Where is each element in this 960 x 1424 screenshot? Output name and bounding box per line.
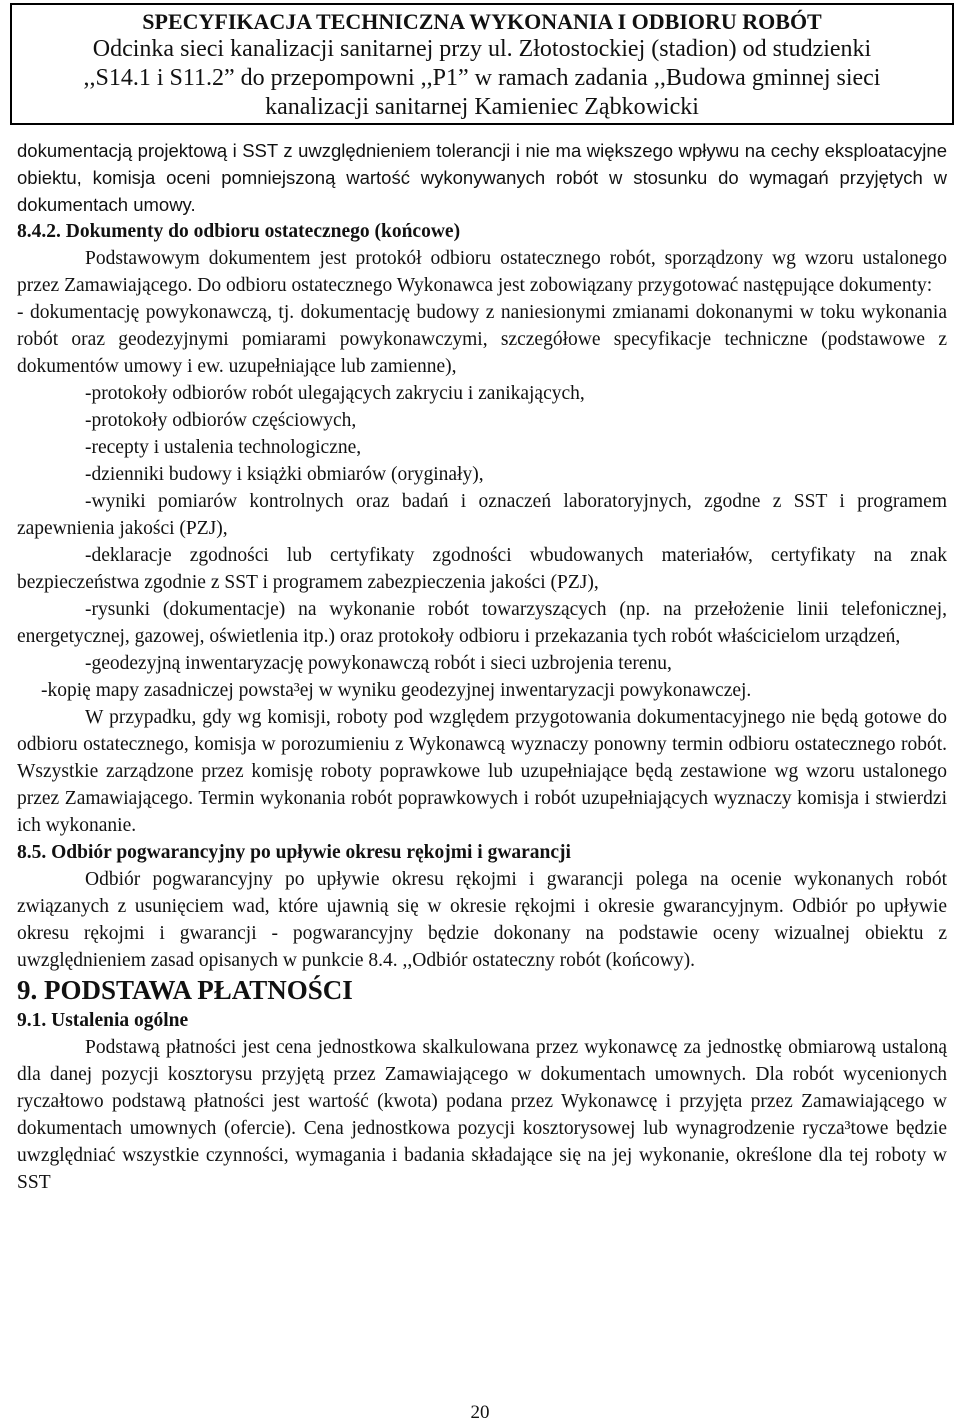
- chapter-heading-9: 9. PODSTAWA PŁATNOŚCI: [17, 975, 353, 1005]
- page-number: 20: [470, 1402, 490, 1423]
- list-item: -deklaracje zgodności lub certyfikaty zgodności wbudowanych materiałów, certyfikaty na znak bezpieczeństwa zgodnie z SST i programem zabezpieczenia jakości (PZJ),: [17, 545, 947, 593]
- paragraph-post-warranty: Odbiór pogwarancyjny po upływie okresu rękojmi i gwarancji polega na ocenie wykonanych robót związanych z usunięciem wad, które ujawnią się w okresie rękojmi i okresie gwarancyjnym. Odbiór po upływie okresu rękojmi i gwarancji - pogwarancyjny będzie dokonany na podstawie oceny wizualnej obiektu z uwzględnieniem zasad opisanych w punkcie 8.4. ,,Odbiór ostateczny robót (końcowy).: [17, 869, 947, 971]
- paragraph-corrections: W przypadku, gdy wg komisji, roboty pod względem przygotowania dokumentacyjnego nie będą gotowe do odbioru ostatecznego, komisja w porozumieniu z Wykonawcą wyznaczy ponowny termin odbioru ostatecznego robót. Wszystkie zarządzone przez komisję roboty poprawkowe lub uzupełniające będą zestawione wg wzoru ustalonego przez Zamawiającego. Termin wykonania robót poprawkowych i robót uzupełniających wyznaczy komisja i stwierdzi ich wykonanie.: [17, 707, 947, 836]
- header-title: SPECYFIKACJA TECHNICZNA WYKONANIA I ODBIORU ROBÓT: [142, 9, 822, 34]
- paragraph-payment-basis: Podstawą płatności jest cena jednostkowa skalkulowana przez wykonawcę za jednostkę obmiarową ustaloną dla danej pozycji kosztorysu przyjętą przez Zamawiającego w dokumentach umownych. Dla robót wycenionych ryczałtowo podstawą płatności jest wartość (kwota) podana przez Wykonawcę i przyjęta przez Zamawiającego w dokumentach umownych (ofercie). Cena jednostkowa pozycji kosztorysowej lub wynagrodzenie rycza³towe będzie uwzględniać wszystkie czynności, wymagania i badania składające się na jej wykonanie, określone dla tej roboty w SST: [17, 1037, 947, 1193]
- header-line-3: ,,S14.1 i S11.2” do przepompowni ,,P1” w ramach zadania ,,Budowa gminnej sieci: [83, 65, 881, 91]
- header-line-4: kanalizacji sanitarnej Kamieniec Ząbkowicki: [265, 94, 699, 120]
- list-item: -rysunki (dokumentacje) na wykonanie robót towarzyszących (np. na przełożenie linii telefonicznej, energetycznej, gazowej, oświetlenia itp.) oraz protokoły odbioru i przekazania tych robót właścicielom urządzeń,: [17, 599, 947, 647]
- document-body: [17, 137, 947, 1196]
- list-item: -dzienniki budowy i książki obmiarów (oryginały),: [85, 464, 484, 485]
- paragraph-as-built-docs: - dokumentację powykonawczą, tj. dokumentację budowy z naniesionymi zmianami dokonanymi w toku wykonania robót oraz geodezyjnymi pomiarami powykonawczymi, szczegółowe specyfikacje techniczne (podstawowe z dokumentów umowy i ew. uzupełniające lub zamienne),: [17, 302, 947, 377]
- paragraph-documents: Podstawowym dokumentem jest protokół odbioru ostatecznego robót, sporządzony wg wzoru ustalonego przez Zamawiającego. Do odbioru ostatecznego Wykonawca jest zobowiązany przygotować następujące dokumenty:: [17, 248, 947, 296]
- list-item: -recepty i ustalenia technologiczne,: [85, 437, 362, 458]
- section-heading-9-1: 9.1. Ustalenia ogólne: [17, 1010, 189, 1031]
- section-heading-8-5: 8.5. Odbiór pogwarancyjny po upływie okresu rękojmi i gwarancji: [17, 842, 571, 863]
- list-item: -protokoły odbiorów częściowych,: [85, 410, 357, 431]
- list-item: -wyniki pomiarów kontrolnych oraz badań i oznaczeń laboratoryjnych, zgodne z SST i programem zapewnienia jakości (PZJ),: [17, 491, 947, 539]
- document-header: [10, 3, 954, 125]
- paragraph-continued: dokumentacją projektową i SST z uwzględnieniem tolerancji i nie ma większego wpływu na cechy eksploatacyjne obiektu, komisja oceni pomniejszoną wartość wykonywanych robót w stosunku do wymagań przyjętych w dokumentach umowy.: [17, 140, 947, 215]
- list-item: -protokoły odbiorów robót ulegających zakryciu i zanikających,: [85, 383, 585, 404]
- list-item-last: -kopię mapy zasadniczej powsta³ej w wyniku geodezyjnej inwentaryzacji powykonawczej.: [41, 680, 752, 701]
- list-item: -geodezyjną inwentaryzację powykonawczą robót i sieci uzbrojenia terenu,: [85, 653, 672, 674]
- header-line-2: Odcinka sieci kanalizacji sanitarnej przy ul. Złotostockiej (stadion) od studzienki: [92, 36, 872, 62]
- section-heading-8-4-2: 8.4.2. Dokumenty do odbioru ostatecznego (końcowe): [17, 221, 461, 242]
